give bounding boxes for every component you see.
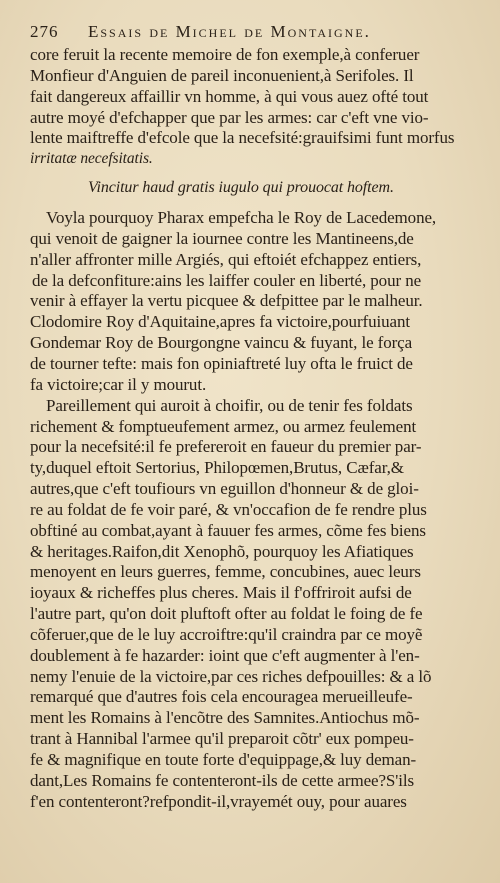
text-line: autres,que c'eft toufiours vn eguillon d'honneur & de gloi-	[30, 479, 419, 499]
text-line: nemy l'enuie de la victoire,par ces riches defpouilles: & a lõ	[30, 666, 432, 686]
text-line: ment les Romains à l'encõtre des Samnites.Antiochus mõ-	[30, 708, 420, 728]
text-line: lente maiftreffe d'efcole que la necefsité:grauifsimi funt morfus	[30, 128, 455, 148]
paragraph-start-line: Pareillement qui auroit à choifir, ou de tenir fes foldats	[46, 395, 413, 415]
text-line: f'en contenteront?refpondit-il,vrayemét ouy, pour auares	[30, 791, 407, 811]
text-line: qui venoit de gaigner la iournee contre les Mantineens,de	[30, 228, 414, 248]
body-text	[30, 45, 490, 813]
text-line: Clodomire Roy d'Aquitaine,apres fa victoire,pourfuiuant	[30, 312, 410, 332]
text-line: de tourner tefte: mais fon opiniaftreté luy ofta le fruict de	[30, 353, 413, 373]
text-line: core feruit la recente memoire de fon exemple,à conferuer	[30, 45, 420, 64]
text-line: trant à Hannibal l'armee qu'il preparoit cõtr' eux pompeu-	[30, 729, 414, 749]
text-line: re au foldat de fe voir paré, & vn'occafion de fe rendre plus	[30, 499, 427, 519]
text-line: fa victoire;car il y mourut.	[30, 374, 207, 394]
text-line: autre moyé d'efchapper que par les armes: car c'eft vne vio-	[30, 107, 429, 127]
text-line: doublement à fe hazarder: ioint que c'eft augmenter à l'en-	[30, 645, 420, 665]
page-header	[30, 22, 485, 44]
text-line: richement & fomptueufement armez, ou armez feulement	[30, 416, 417, 436]
text-line: & heritages.Raifon,dit Xenophõ, pourquoy les Afiatiques	[30, 541, 414, 561]
page-number: 276	[30, 22, 59, 41]
running-title: Essais de Michel de Montaigne.	[88, 22, 371, 41]
text-line: Gondemar Roy de Bourgongne vaincu & fuyant, le força	[30, 333, 413, 353]
text-line: dant,Les Romains fe contenteront-ils de cette armee?S'ils	[30, 770, 414, 790]
text-line: fe & magnifique en toute forte d'equippage,& luy deman-	[30, 750, 417, 769]
text-line: cõferuer,que de le luy accroiftre:qu'il craindra par ce moyẽ	[30, 624, 423, 644]
text-line: de la defconfiture:ains les laiffer couler en liberté, pour ne	[32, 270, 422, 290]
text-line: remarqué que d'autres fois cela encouragea merueilleufe-	[30, 687, 413, 707]
text-line: ty,duquel eftoit Sertorius, Philopœmen,Brutus, Cæfar,&	[30, 458, 404, 478]
verse-quotation: Vincitur haud gratis iugulo qui prouocat hoftem.	[88, 179, 394, 197]
paragraph-start-line: Voyla pourquoy Pharax empefcha le Roy de Lacedemone,	[46, 208, 437, 228]
text-line: ioyaux & richeffes plus cheres. Mais il f'offriroit aufsi de	[30, 583, 412, 603]
text-line: fait dangereux affaillir vn homme, à qui vous auez ofté tout	[30, 86, 429, 106]
latin-citation-line: irritatæ necefsitatis.	[30, 150, 153, 168]
text-line: pour la necefsité:il fe prefereroit en faueur du premier par-	[30, 437, 422, 457]
text-line: n'aller affronter mille Argiés, qui eftoiét efchappez entiers,	[30, 249, 422, 269]
text-line: venir à effayer la vertu picquee & defpittee par le malheur.	[30, 291, 423, 311]
text-line: obftiné au combat,ayant à fauuer fes armes, cõme fes biens	[30, 520, 426, 540]
text-line: menoyent en leurs guerres, femme, concubines, auec leurs	[30, 562, 421, 582]
text-line: Monfieur d'Anguien de pareil inconuenient,à Serifoles. Il	[30, 65, 414, 85]
text-line: l'autre part, qu'on doit pluftoft ofter au foldat le foing de fe	[30, 604, 423, 624]
